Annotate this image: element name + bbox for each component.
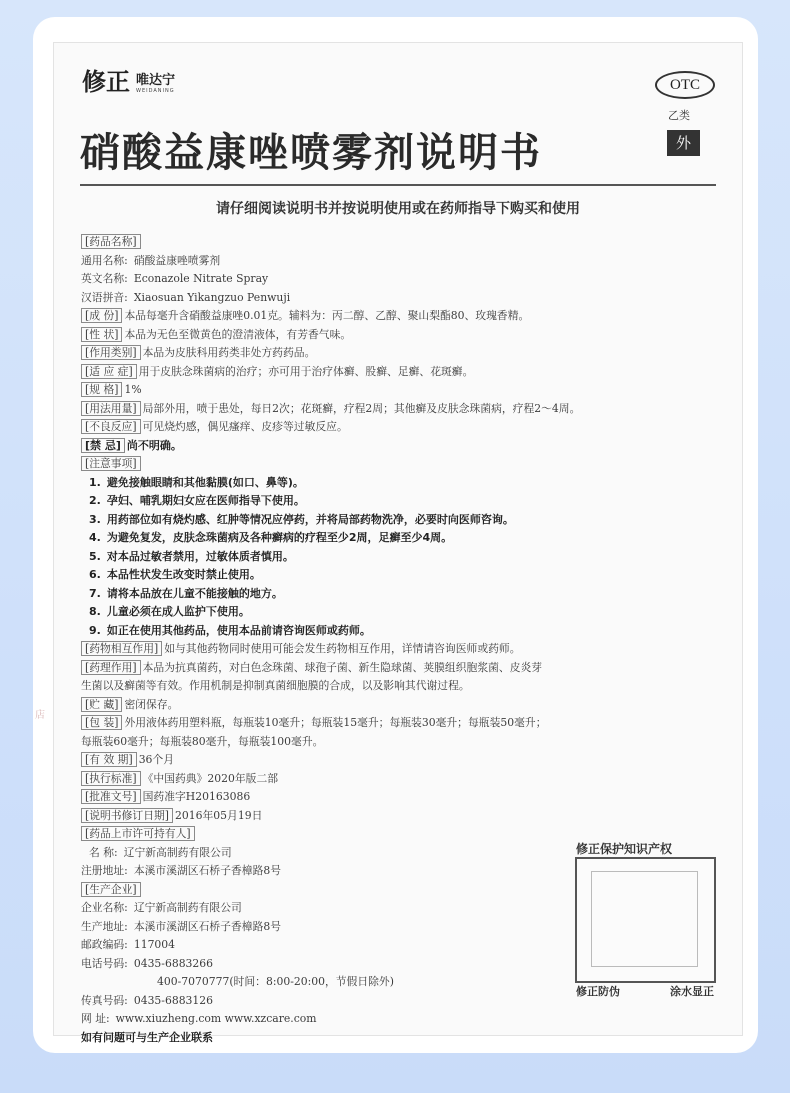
brand-logo	[82, 67, 176, 96]
field-value: 对本品过敏者禁用，过敏体质者慎用。	[106, 549, 294, 563]
field-value: 每瓶装60毫升；每瓶装80毫升，每瓶装100毫升。	[81, 734, 324, 748]
field-label: [禁 忌]	[81, 438, 125, 453]
leaflet-line	[81, 770, 721, 789]
field-value: 2016年05月19日	[175, 808, 263, 822]
field-value: 本品性状发生改变时禁止使用。	[106, 568, 261, 581]
field-value: 本品为皮肤科用药类非处方药药品。	[142, 346, 316, 359]
field-label: [成 份]	[81, 308, 122, 323]
leaflet-line	[81, 529, 721, 548]
leaflet-line	[81, 381, 721, 400]
leaflet-line	[81, 418, 721, 437]
field-label: 1.	[89, 475, 101, 489]
field-value: 国药准字H20163086	[142, 790, 251, 803]
leaflet-line	[81, 659, 721, 678]
title-divider	[80, 184, 716, 186]
field-value: 外用液体药用塑料瓶，每瓶装10毫升；每瓶装15毫升；每瓶装30毫升；每瓶装50毫升；	[124, 716, 547, 729]
side-watermark: 店	[35, 710, 45, 721]
leaflet-line	[81, 696, 721, 715]
field-label: [有 效 期]	[81, 752, 137, 767]
field-label: [药品名称]	[81, 234, 141, 249]
field-label: [不良反应]	[81, 419, 141, 434]
field-value: www.xiuzheng.com www.xzcare.com	[115, 1012, 317, 1025]
field-value: 本品为抗真菌药，对白色念珠菌、球孢子菌、新生隐球菌、荚膜组织胞浆菌、皮炎芽	[142, 660, 543, 674]
leaflet-line	[81, 492, 721, 511]
field-value: 硝酸益康唑喷雾剂	[133, 253, 221, 267]
field-label: 电话号码:	[81, 956, 128, 970]
leaflet-line	[81, 714, 721, 733]
field-label: [规 格]	[81, 382, 122, 397]
field-label: 9.	[89, 623, 101, 637]
field-value: 如与其他药物同时使用可能会发生药物相互作用，详情请咨询医师或药师。	[164, 642, 521, 655]
leaflet-line	[81, 270, 721, 289]
field-value: 本品为无色至微黄色的澄清液体，有芳香气味。	[124, 327, 352, 341]
field-label: 注册地址:	[81, 864, 128, 877]
leaflet-line	[81, 788, 721, 807]
field-value: 用于皮肤念珠菌病的治疗；亦可用于治疗体癣、股癣、足癣、花斑癣。	[138, 364, 474, 378]
field-label: 网 址:	[81, 1012, 110, 1025]
field-value: 密闭保存。	[124, 697, 179, 711]
brand-subtitle: WEIDANING	[136, 88, 175, 94]
field-label: [药物相互作用]	[81, 641, 162, 656]
logo-mark: 修正	[82, 67, 130, 96]
leaflet-line	[81, 455, 721, 474]
field-label: 4.	[89, 531, 101, 544]
field-value: 生菌以及癣菌等有效。作用机制是抑制真菌细胞膜的合成，以及影响其代谢过程。	[81, 679, 470, 692]
field-value: 本溪市溪湖区石桥子香樟路8号	[133, 864, 282, 877]
field-label: [贮 藏]	[81, 697, 122, 712]
leaflet-line	[81, 344, 721, 363]
leaflet-line	[81, 603, 721, 622]
protect-box-title: 修正保护知识产权	[576, 842, 673, 856]
field-label: 8.	[89, 605, 101, 618]
field-value: 《中国药典》2020年版二部	[142, 771, 279, 785]
field-label: 名 称:	[89, 845, 118, 859]
field-value: 0435-6883126	[133, 993, 214, 1007]
leaflet-line	[81, 548, 721, 567]
field-value: 用药部位如有烧灼感、红肿等情况应停药，并将局部药物洗净，必要时向医师咨询。	[106, 512, 514, 526]
leaflet-line	[81, 437, 721, 456]
field-value: 儿童必须在成人监护下使用。	[106, 605, 250, 618]
leaflet-line	[81, 640, 721, 659]
field-value: 孕妇、哺乳期妇女应在医师指导下使用。	[106, 494, 305, 507]
field-value: 如正在使用其他药品，使用本品前请咨询医师或药师。	[106, 623, 371, 637]
field-label: [生产企业]	[81, 882, 141, 897]
water-reveal-label: 涂水显正	[670, 985, 714, 998]
field-label: 3.	[89, 512, 101, 526]
anti-counterfeit-box	[575, 857, 716, 983]
field-label: [作用类别]	[81, 345, 141, 360]
field-label: [执行标准]	[81, 771, 141, 786]
field-value: 辽宁新高制药有限公司	[123, 845, 232, 859]
field-label: 英文名称:	[81, 272, 128, 285]
field-label: [药品上市许可持有人]	[81, 826, 195, 841]
leaflet-line	[81, 474, 721, 493]
leaflet-line	[81, 677, 721, 696]
protect-box-footer	[576, 983, 714, 999]
brand-name: 唯达宁	[136, 73, 176, 88]
field-label: [用法用量]	[81, 401, 141, 416]
field-label: [说明书修订日期]	[81, 808, 173, 823]
field-value: 0435-6883266	[133, 956, 214, 970]
field-label: 邮政编码:	[81, 938, 128, 951]
field-label: 通用名称:	[81, 253, 128, 267]
anti-counterfeit-label: 修正防伪	[576, 985, 620, 998]
otc-mark: OTC	[655, 71, 715, 99]
field-label: 生产地址:	[81, 919, 128, 933]
field-label: [包 装]	[81, 715, 122, 730]
leaflet-line	[81, 622, 721, 641]
field-value: 400-7070777(时间：8:00-20:00，节假日除外)	[157, 975, 394, 988]
leaflet-line	[81, 733, 721, 752]
leaflet-line	[81, 1029, 721, 1048]
field-value: Xiaosuan Yikangzuo Penwuji	[133, 290, 291, 304]
leaflet-line	[81, 289, 721, 308]
field-value: 为避免复发，皮肤念珠菌病及各种癣病的疗程至少2周，足癣至少4周。	[106, 531, 453, 544]
leaflet-line	[81, 751, 721, 770]
field-label: 传真号码:	[81, 993, 128, 1007]
leaflet-line	[81, 252, 721, 271]
leaflet-line	[81, 807, 721, 826]
leaflet-line	[81, 1010, 721, 1029]
field-value: 36个月	[138, 753, 175, 766]
field-label: 企业名称:	[81, 901, 128, 914]
field-label: 6.	[89, 568, 101, 581]
document-subtitle: 请仔细阅读说明书并按说明使用或在药师指导下购买和使用	[216, 201, 580, 217]
otc-class-label: 乙类	[668, 109, 690, 122]
field-label: 2.	[89, 494, 101, 507]
field-label: [药理作用]	[81, 660, 141, 675]
leaflet-line	[81, 585, 721, 604]
field-label: [批准文号]	[81, 789, 141, 804]
leaflet-line	[81, 363, 721, 382]
brand-block	[136, 74, 175, 94]
field-label: 7.	[89, 586, 101, 600]
field-label: [注意事项]	[81, 456, 141, 471]
anti-counterfeit-area	[591, 871, 698, 967]
field-value: 局部外用，喷于患处，每日2次；花斑癣，疗程2周；其他癣及皮肤念珠菌病，疗程2～4周。	[142, 401, 581, 415]
external-use-badge: 外	[667, 130, 700, 156]
field-label: [适 应 症]	[81, 364, 137, 379]
leaflet-line	[81, 400, 721, 419]
field-value: 1%	[124, 383, 142, 396]
field-value: 本溪市溪湖区石桥子香樟路8号	[133, 919, 282, 933]
field-value: 可见烧灼感，偶见瘙痒、皮疹等过敏反应。	[142, 420, 348, 433]
field-label: 5.	[89, 549, 101, 563]
leaflet-line	[81, 233, 721, 252]
field-value: 请将本品放在儿童不能接触的地方。	[106, 586, 283, 600]
field-value: 辽宁新高制药有限公司	[133, 901, 242, 914]
field-value: Econazole Nitrate Spray	[133, 272, 269, 285]
field-label: [性 状]	[81, 327, 122, 342]
document-title: 硝酸益康唑喷雾剂说明书	[80, 129, 542, 176]
field-value: 避免接触眼睛和其他黏膜(如口、鼻等)。	[106, 475, 304, 489]
leaflet-line	[81, 307, 721, 326]
field-value: 本品每毫升含硝酸益康唑0.01克。辅料为：丙二醇、乙醇、聚山梨酯80、玫瑰香精。	[124, 309, 530, 322]
field-value: 如有问题可与生产企业联系	[81, 1030, 213, 1044]
leaflet-line	[81, 566, 721, 585]
leaflet-line	[81, 326, 721, 345]
leaflet-line	[81, 511, 721, 530]
field-value: 尚不明确。	[126, 438, 182, 452]
field-value: 117004	[133, 938, 176, 951]
field-label: 汉语拼音:	[81, 290, 128, 304]
